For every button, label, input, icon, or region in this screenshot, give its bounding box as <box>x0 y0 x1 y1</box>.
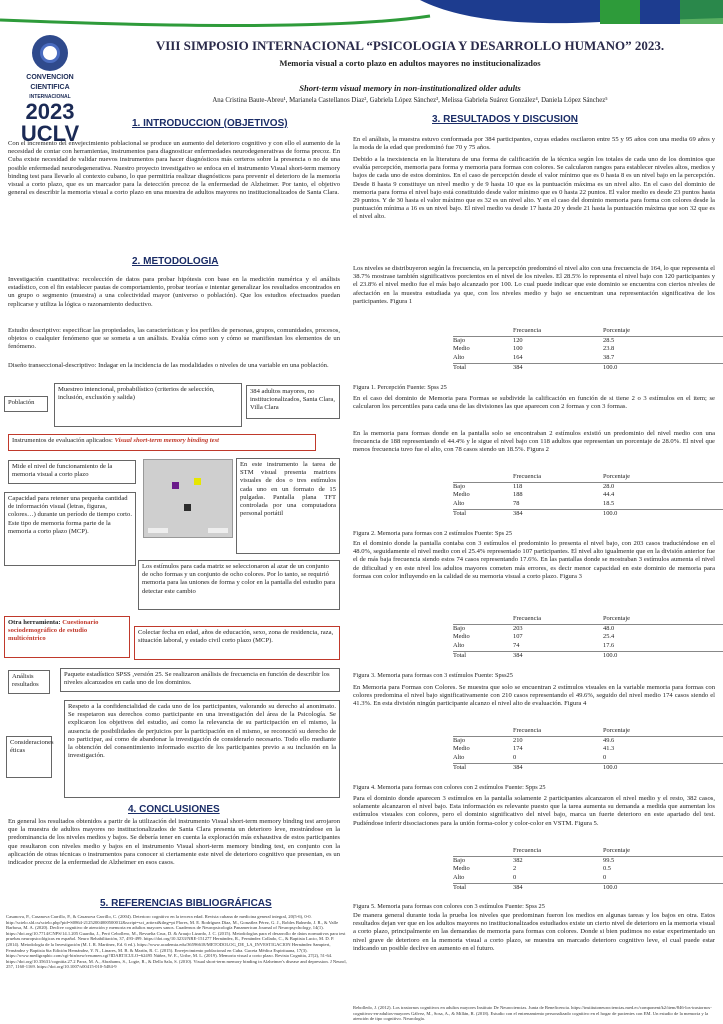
table-cell: 100.0 <box>603 651 723 660</box>
table-header-cell: Porcentaje <box>603 473 723 482</box>
estimulos-box: Los estímulos para cada matriz se seleccionaron al azar de un conjunto de ocho formas y un conjunto de ocho colores. Por lo tanto, se requirió memoria para las uniones de forma y color en la pantalla del estudio para detectar este cambio <box>138 560 340 610</box>
table-cell: 78 <box>513 500 520 508</box>
figure5-table <box>453 847 723 893</box>
figure2-table <box>453 473 723 519</box>
table-header-row <box>453 327 723 336</box>
analisis-label-box: Análisis resultados <box>8 670 50 694</box>
figure2-caption: Figura 2. Memoria para formas con 2 estímulos Fuente: Sps 25 <box>353 530 512 537</box>
table-row <box>453 509 723 518</box>
logo-line2: CIENTIFICA <box>30 84 70 91</box>
results-paragraph-5: En la memoria para formas donde en la pantalla solo se encontraban 2 estímulos existió un predominio del nivel medio con una frecuencia de 188 representando el 44.4% y le sigue el nivel bajo con 118 adultos que representan un porcentaje de 28.0%. El nivel que menos frecuencia tuvo fue el alto, con 78 casos siendo un 18.5%. Figura 2 <box>353 430 715 454</box>
table-cell: 99.5 <box>603 856 615 864</box>
figure4-caption: Figura 4. Memoria para formas con colores con 2 estímulos Fuente: Spps 25 <box>353 784 546 791</box>
figure3-table <box>453 615 723 661</box>
table-cell: 0 <box>513 874 517 882</box>
table-cell: 164 <box>513 354 523 362</box>
table-cell: 25.4 <box>603 633 615 641</box>
results-paragraph-2: Debido a la inexistencia en la literatura de una forma de calificación de la técnica según los totales de cada uno de los dominios que evalúa percepción, memoria para forma y memoria para formas con colores. Se calcularon rangos para establecer niveles altos, medios y bajos de cada uno de estos dominios. En el caso de percepción desde el valor mínimo que es 0 hasta 8 es un nivel bajo en la percepción. Desde 8 hasta 9 constituye un nivel medio y de 9 hasta 10 que es la puntuación máxima es un nivel alto. En el caso del dominio de memoria para forma el nivel bajo está constituido desde valor mínimo que es 0 hasta 22 puntos. El valor medio es desde 23 puntos hasta 29 puntos. Y de 30 hasta el valor máximo que es 32 es un nivel alto. Y en el caso del dominio memoria para forma con colores desde la puntuación mínima a 16 es un nivel bajo. El nivel medio va desde 17 hasta 20 y desde 21 hasta la puntuación máxima que son 32 que es el nivel alto. <box>353 156 715 221</box>
table-header-cell: Porcentaje <box>603 615 723 624</box>
table-cell: 0 <box>513 754 517 762</box>
capacidad-box: Capacidad para retener una pequeña cantidad de información visual (letras, figuras, colores…) durante un período de tiempo corto. Este tipo de memoria forma parte de la memoria a corto plazo (MCP). <box>4 492 136 566</box>
stimulus-shape-black <box>184 504 191 511</box>
table-cell: 44.4 <box>603 491 615 499</box>
table-cell: 100.0 <box>603 509 723 518</box>
table-cell: Alto <box>453 354 465 362</box>
stimulus-screenshot <box>143 459 233 538</box>
table-header-cell: Porcentaje <box>603 327 723 336</box>
table-cell: 100.0 <box>603 363 723 372</box>
figure4-table <box>453 727 723 773</box>
instrumentos-name: Visual short-term memory binding test <box>114 437 219 444</box>
references-heading: 5. REFERENCIAS BIBLIOGRÁFICAS <box>100 898 272 909</box>
method-paragraph-1: Investigación cuantitativa: recolección de datos para probar hipótesis con base en la medición numérica y el análisis estadístico, con el fin establecer pautas de comportamiento, probar teorías e intentar generalizar los resultados encontrados en un grupo o segmento (muestra) a una colectividad mayor (universo o población). Que los estudios efectuados puedan replicarse y utiliza la lógica o razonamiento deductivo. <box>8 276 340 308</box>
table-cell: 118 <box>513 482 523 490</box>
table-row <box>453 736 723 745</box>
results-paragraph-9: De manera general durante toda la prueba los niveles que predominan fueron los medios en algunas tareas y los bajos en otra. Estos resultados dejan ver que en los adultos mayores no institucionalizados estudiados existe un cierto nivel de deterioro en la memoria visual a corto plazo, principalmente en las demandas de memoria para formas con colores. Donde si bien pudimos no estar experimentado un nivel grave de deterioro en la memoria visual a corto plazo, se muestra un marcado deterioro cognitivo leve, el cual puede estar indicando un posible declive en aumento en el futuro. <box>353 912 715 952</box>
results-paragraph-8: Para el dominio donde aparecen 3 estímulos en la pantalla solamente 2 participantes alcanzaron el nivel medio y el resto, 382 casos, solamente alcanzaron el nivel bajo. Esta información es relevante puesto que la tarea aumenta su demanda a medida que aumentan los estímulos visuales con colores, pero el dominio significativo del nivel bajo, marca un fuerte deterioro en este apartado del test. Pudiéndose inferir disociaciones para la unión forma-color y color-color en VSTM. Figura 5. <box>353 795 715 827</box>
table-cell: 203 <box>513 624 523 632</box>
table-header-cell: Porcentaje <box>603 847 723 856</box>
table-row <box>453 354 723 363</box>
table-row <box>453 865 723 874</box>
table-cell: Bajo <box>453 624 466 632</box>
table-cell: Alto <box>453 754 465 762</box>
table-cell: Alto <box>453 874 465 882</box>
table-header-cell: Frecuencia <box>513 847 603 856</box>
otra-herramienta-box <box>4 616 130 658</box>
table-row <box>453 345 723 354</box>
table-cell: 49.6 <box>603 736 615 744</box>
table-row <box>453 745 723 754</box>
table-cell: 210 <box>513 736 523 744</box>
references-text: Casanova, P., Casanova Carrillo, P., & Casanova Carrillo, C. (2004). Deterioro cognitivo en la tercera edad. Revista cubana de medicina general integral, 20(5-6), 0-0. http://scielo.sld.cu/scielo.php?pid=S0864-21252004000500012&script=sci_arttext&tlng=pt Flores, M. E. Rodríguez Díaz, M., González Pérez, G. J., Robles Balnedo, J. R., & Valle Barbosa, M. A. (2020). Declive cognitivo de atención y memoria en adultos mayores sanos. Cuadernos de Neuropsicología Panamerican Journal of Neuropsychology, 14(1). https://doi.org/10.7714/CNPS/14.1.205 Guardia, J., Peró Cebollero, M., Revuelta Cruz, D. & Araujo Lizardo, J. C. (2015). Metodologías para el desarrollo de datos normativos para test pruebas neuropsicológicas en español. Neuro Rehabilitación, 37, 493-499. https://doi.org/10.3233/NRE-151277 Hernández, R., Fernández Collado, C., & Baptista Lucio, M. D. P. (2014). Metodología de la Investigación (M. I. R. Martínez, Ed. 6 ed.). https://www.academia.edu/36596618/METODOLOG_DE_LA_INVESTIGACION Hernández Sampieri, Fernández y Baptista 6ta Edición Hernández, Y. N., Linares, M. B. & Martín, R. C. (2015). Envejecimiento poblacional en Cuba. Gaceta Médica Espirituana, 17(3). https://www.medigraphic.com/cgi-bin/new/resumen.cgi?IDARTICULO=62495 Núñez, W. E., Uribe, M. L. (2019). Memoria visual a corto plazo. Revista Cognitia, 27(2), 51-64. https://doi.org/10.35631/cognitia.27.2 Parra, M. A., Abrahams, S., Logie, R., & Della Sala, S. (2010). Visual short-term memory binding in Alzheimer's disease and depression. J Neurol, 257, 1160-1169. https://doi.org/10.1007/s00415-010-5484-9 <box>6 914 347 970</box>
poster-subtitle-english: Short-term visual memory in non-institutionalized older adults <box>299 83 521 93</box>
results-paragraph-4: En el caso del dominio de Memoria para Formas se subdivide la calificación en función de si tiene 2 o 3 estímulos en el item; se calcularon los percentiles para cada una de las divisiones las que aparecen con 2 formas y con 3 formas. <box>353 395 715 411</box>
table-row <box>453 482 723 491</box>
figure3-caption: Figura 3. Memoria para formas con 3 estímulos Fuente: Spss25 <box>353 672 513 679</box>
table-cell: 100 <box>513 345 523 353</box>
table-row <box>453 624 723 633</box>
table-cell: Alto <box>453 642 465 650</box>
table-cell: 100.0 <box>603 763 723 772</box>
table-row <box>453 651 723 660</box>
table-header-cell: Frecuencia <box>513 615 603 624</box>
table-cell: 384 <box>513 651 603 660</box>
table-cell: 0.5 <box>603 865 611 873</box>
table-row <box>453 856 723 865</box>
table-cell: 28.0 <box>603 482 615 490</box>
poster-title: VIII SIMPOSIO INTERNACIONAL “PSICOLOGIA Y DESARROLLO HUMANO” 2023. <box>155 38 665 53</box>
table-cell: 17.6 <box>603 642 615 650</box>
eticas-box: Respeto a la confidencialidad de cada uno de los participantes, valorando su derecho al anonimato. Se respetaron sus derechos como participante en una investigación del área de la Psicología. Se explicaron los objetivos del estudio, así como la relevancia de su participación en el mismo, la ausencia de posibilidades de perjuicios por la participación en el mismo, se reconoció su derecho de no participar, así como de abandonar la investigación de considerarlo necesario. Todo ello mediante la obtención del consentimiento informado escrito de los participantes previo a su inclusión en la investigación. <box>64 700 340 798</box>
logo-org: UCLV <box>20 121 80 146</box>
table-cell: 0 <box>603 754 607 762</box>
table-header-row <box>453 727 723 736</box>
table-cell: 41.3 <box>603 745 615 753</box>
table-row <box>453 633 723 642</box>
figure1-caption: Figura 1. Percepción Fuente: Spss 25 <box>353 384 447 391</box>
stimulus-button-left <box>148 528 168 533</box>
table-header-row <box>453 615 723 624</box>
table-cell: 18.5 <box>603 500 615 508</box>
table-cell: Bajo <box>453 482 466 490</box>
otra-herramienta-name: Cuestionario sociodemográfico de estudio multicéntrico <box>8 619 99 643</box>
stimulus-button-right <box>208 528 228 533</box>
table-cell: Total <box>453 651 513 660</box>
method-paragraph-3: Diseño transeccional-descriptivo: Indagar en la incidencia de las modalidades o niveles de una variable en una población. <box>8 362 329 369</box>
table-header-cell: Porcentaje <box>603 727 723 736</box>
poblacion-box: Población <box>4 396 48 412</box>
eticas-label-box: Consideraciones éticas <box>6 736 52 778</box>
top-banner <box>0 0 723 28</box>
table-header-cell <box>453 847 513 856</box>
analisis-box: Paquete estadístico SPSS ,versión 25. Se realizaron análisis de frecuencia en función de describir los niveles alcanzados en cada uno de los dominios. <box>60 668 340 692</box>
table-row <box>453 363 723 372</box>
table-cell: 120 <box>513 336 523 344</box>
table-cell: Alto <box>453 500 465 508</box>
intro-heading: 1. INTRODUCCION (OBJETIVOS) <box>132 118 288 129</box>
table-row <box>453 642 723 651</box>
table-cell: 384 <box>513 363 603 372</box>
logo-emblem-icon <box>32 35 68 71</box>
figure5-caption: Figura 5. Memoria para formas con colores con 3 estímulos Fuente: Spss 25 <box>353 903 545 910</box>
table-cell: 384 <box>513 883 603 892</box>
stimulus-shape-purple <box>172 482 179 489</box>
table-header-cell: Frecuencia <box>513 327 603 336</box>
muestra-box: 384 adultos mayores, no institucionalizados, Santa Clara, Villa Clara <box>246 385 340 419</box>
table-cell: Bajo <box>453 856 466 864</box>
results-paragraph-7: En Memoria para Formas con Colores. Se muestra que solo se encuentran 2 estímulos visuales en la variable memoria para formas con colores predomina el nivel bajo significativamente con 210 casos representando el 49.6%, seguido del nivel medio 174 casos siendo el 41.3%. En esta división ningún participante alcanzo el nivel alto de evaluación. Figura 4 <box>353 684 715 708</box>
table-row <box>453 336 723 345</box>
table-cell: Total <box>453 763 513 772</box>
table-cell: 48.0 <box>603 624 615 632</box>
table-cell: Medio <box>453 865 470 873</box>
table-cell: Medio <box>453 633 470 641</box>
table-header-cell <box>453 473 513 482</box>
table-cell: Total <box>453 883 513 892</box>
table-cell: 100.0 <box>603 883 723 892</box>
table-cell: Total <box>453 509 513 518</box>
results-paragraph-6: En el dominio donde la pantalla contaba con 3 estímulos el predominio lo presenta el nivel bajo, con 203 casos traduciéndose en el 48.0%, seguidamente el nivel medio con el 25.4% representado 107 participantes. El nivel alto igualmente que en la división anterior fue el de más baja frecuencia siendo estos 74 casos representando 17.6%. En las pantallas donde se mostraban 3 estímulos aumenta el nivel de dificultad y en este nivel los adultos mayores cometen más errores, es decir menor capacidad en este dominio de memoria para formas con color influyendo en la calidad de su memoria visual a corto plazo. Figura 3 <box>353 540 715 580</box>
results-heading: 3. RESULTADOS Y DISCUSION <box>432 114 578 125</box>
poster-subtitle: Memoria visual a corto plazo en adultos mayores no institucionalizados <box>279 58 541 68</box>
bottom-references: Rebolledo, J. (2012). Los trastornos cognitivos en adultos mayores Instituto De Neurociencias. Junta de Beneficencia. https://institutoneurociencias.med.ec/component/k2/item/846-los-trastornos-cognitivos-en-adultos-mayores Gálvez, M., Sosa, A., & Millán, R. (2018). Estudio con el entrenamiento personalizado cognitivo en el hogar de pacientes con EM. Un estudio de la memoria y la atención de tipo cognitivo. Neurología. <box>353 1005 712 1022</box>
table-cell: 384 <box>513 763 603 772</box>
table-cell: 0 <box>603 874 607 882</box>
logo-line1: CONVENCION <box>26 74 74 81</box>
convention-logo <box>4 35 96 145</box>
table-cell: Total <box>453 363 513 372</box>
table-row <box>453 874 723 883</box>
method-heading: 2. METODOLOGIA <box>132 256 219 267</box>
table-cell: Bajo <box>453 336 466 344</box>
logo-year: 2023 <box>25 99 75 124</box>
results-paragraph-3: Los niveles se distribuyeron según la frecuencia, en la percepción predominó el nivel alto con una frecuencia de 164, lo que representa el 38.7% mostrase también significativos porcientos en el nivel de los niveles. El 28.5% lo representa el nivel bajo con 120 participantes y el 23.8% el nivel medio fue el más bajo alcanzado por 100. Lo cual puede indicar que este dominio se encuentra con ciertos niveles de afectación en la muestra estudiada ya que, con los niveles medio y bajo se encuentran una representación significativa de los participantes. Figura 1 <box>353 265 715 305</box>
mide-box: Mide el nivel de funcionamiento de la memoria visual a corto plazo <box>8 460 136 484</box>
logo-line3: INTERNACIONAL <box>29 94 71 100</box>
table-header-cell <box>453 727 513 736</box>
table-header-cell <box>453 327 513 336</box>
table-cell: 74 <box>513 642 520 650</box>
otra-herramienta-label: Otra herramienta: <box>8 619 63 626</box>
intro-text: Con el incremento del envejecimiento poblacional se produce un aumento del deterioro cognitivo y con ello el aumento de la necesidad de contar con herramientas, instrumentos para diagnosticar enfermedades neurodegenerativas de forma precoz. En Cuba existe necesidad de validar nuevos instrumentos para hacer diagnósticos más certeros sobre la presencia o no de una posible enfermedad neurodegenerativa. Nuestro proyecto investigativo se enfoca en el instrumento Visual short-term memory binding test para llevarlo al contexto cubano, lo que permitiría realizar diagnósticos para prevenir el deterioro de la memoria visual a corto plazo, que es un marcador para la detección precoz de la enfermedad de Alzheimer. Por tanto, el objetivo general es describir la memoria visual a corto plazo en una muestra de adultos mayores no institucionalizados de Santa Clara. <box>8 140 340 197</box>
results-paragraph-1: En el análisis, la muestra estuvo conformada por 384 participantes, cuyas edades oscilaron entre 55 y 95 años con una media 69 años y la moda de la edad que predominó fue 70 y 75 años. <box>353 136 715 152</box>
colectar-box: Colectar fecha en edad, años de educación, sexo, zona de residencia, raza, situación laboral, y estado civil corto plazo (MCP). <box>134 626 340 660</box>
table-cell: Medio <box>453 745 470 753</box>
table-row <box>453 500 723 509</box>
figure1-table <box>453 327 723 373</box>
table-cell: 38.7 <box>603 354 615 362</box>
table-cell: 382 <box>513 856 523 864</box>
table-cell: 188 <box>513 491 523 499</box>
table-row <box>453 763 723 772</box>
table-cell: 23.8 <box>603 345 615 353</box>
instrumentos-box <box>8 434 316 451</box>
muestreo-box: Muestreo intencional, probabilístico (criterios de selección, inclusión, exclusión y salida) <box>54 383 242 427</box>
stimulus-shape-yellow <box>194 478 201 485</box>
table-header-row <box>453 847 723 856</box>
table-header-cell: Frecuencia <box>513 473 603 482</box>
table-cell: Medio <box>453 345 470 353</box>
table-header-cell <box>453 615 513 624</box>
stm-box: En este instrumento la tarea de STM visual presenta matrices visuales de dos o tres estímulos cada uno en un formato de 15 pulgadas. Pantalla plana TFT controlada por una computadora personal portátil <box>236 458 340 554</box>
table-cell: 107 <box>513 633 523 641</box>
conclusions-text: En general los resultados obtenidos a partir de la utilización del instrumento Visual short-term memory binding test arrojaron que la muestra de adultos mayores no institucionalizados de Santa Clara presenta un deterioro leve, mostrándose en la predominancia de los niveles medios y bajos. Se debería tener en cuenta la exploración más exhaustiva de estos participantes que resultaron con niveles medio y bajos en el instrumento Visual short-term memory binding test, en conjunto con la aplicación de otras técnicas o instrumentos para conocer si ciertamente este nivel de deterioro cognitivo que presentan, es un indicador precoz de la enfermedad de Alzheimer en esos casos. <box>8 818 340 867</box>
table-cell: 28.5 <box>603 336 615 344</box>
table-cell: Medio <box>453 491 470 499</box>
table-cell: Bajo <box>453 736 466 744</box>
table-cell: 384 <box>513 509 603 518</box>
table-cell: 2 <box>513 865 517 873</box>
table-row <box>453 754 723 763</box>
table-cell: 174 <box>513 745 523 753</box>
table-row <box>453 883 723 892</box>
table-header-row <box>453 473 723 482</box>
authors: Ana Cristina Baute-Abreu¹, Marianela Castellanos Diaz², Gabriela López Sánchez³, Melissa Gabriela Suárez González⁴, Daniela López Sánchez⁵ <box>212 97 608 104</box>
instrumentos-label: Instrumentos de evaluación aplicados: <box>12 437 115 444</box>
table-row <box>453 491 723 500</box>
table-header-cell: Frecuencia <box>513 727 603 736</box>
conclusions-heading: 4. CONCLUSIONES <box>128 804 220 815</box>
method-paragraph-2: Estudio descriptivo: especificar las propiedades, las características y los perfiles de personas, grupos, comunidades, procesos, objetos o cualquier fenómeno que se someta a un análisis. Evalúa cómo son y cómo se manifiestan los elementos de un fenómeno. <box>8 327 340 351</box>
